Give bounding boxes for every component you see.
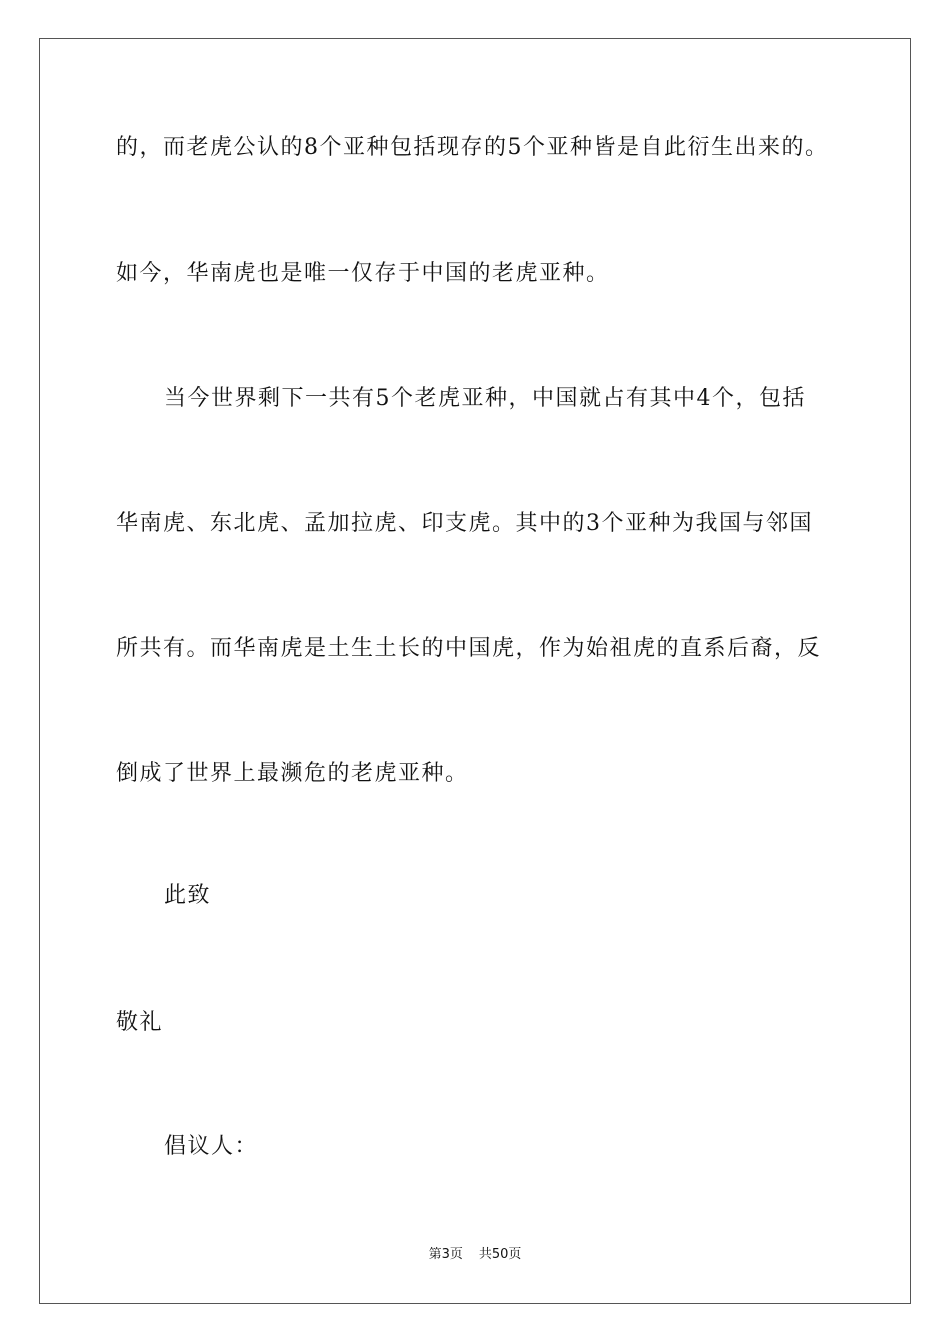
signature-label: 倡议人： — [164, 1134, 259, 1159]
body-line-2: 如今，华南虎也是唯一仅存于中国的老虎亚种。 — [116, 261, 610, 286]
closing-salutation: 此致 — [164, 883, 212, 908]
body-line-1: 的，而老虎公认的8个亚种包括现存的5个亚种皆是自此衍生出来的。 — [116, 135, 829, 160]
body-line-3: 当今世界剩下一共有5个老虎亚种，中国就占有其中4个，包括 — [164, 386, 806, 411]
body-line-5: 所共有。而华南虎是土生土长的中国虎，作为始祖虎的直系后裔，反 — [116, 636, 822, 661]
page-footer — [0, 1246, 950, 1264]
page-number: 第3页 — [428, 1247, 463, 1262]
body-line-6: 倒成了世界上最濒危的老虎亚种。 — [116, 761, 469, 786]
page-total: 共50页 — [478, 1247, 522, 1262]
body-line-4: 华南虎、东北虎、孟加拉虎、印支虎。其中的3个亚种为我国与邻国 — [116, 511, 813, 536]
page-frame — [39, 38, 911, 1304]
closing-regards: 敬礼 — [116, 1010, 164, 1035]
